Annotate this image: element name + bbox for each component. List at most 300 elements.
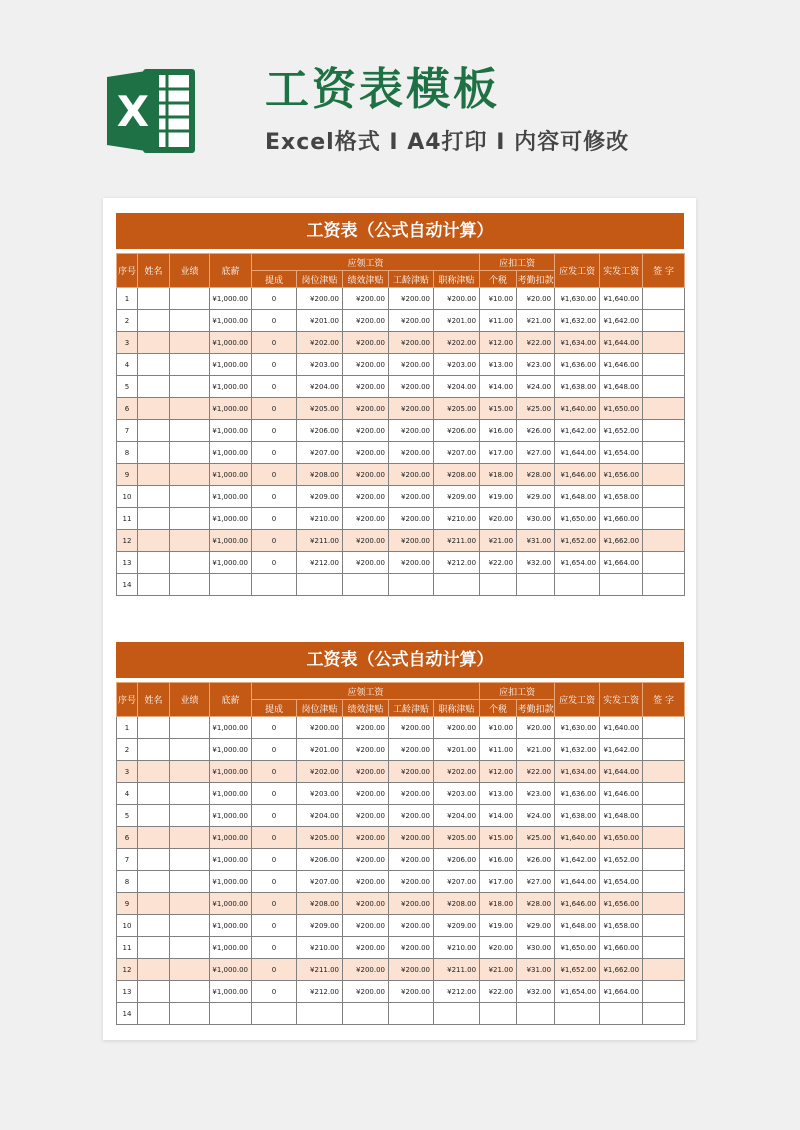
table-cell[interactable]: ¥22.00 xyxy=(517,332,555,354)
table-cell[interactable]: 0 xyxy=(252,915,297,937)
table-cell[interactable]: ¥200.00 xyxy=(343,508,389,530)
table-cell[interactable]: ¥1,000.00 xyxy=(210,354,252,376)
table-cell[interactable]: 0 xyxy=(252,288,297,310)
table-cell[interactable]: ¥1,000.00 xyxy=(210,464,252,486)
table-cell[interactable]: ¥210.00 xyxy=(297,508,343,530)
table-cell[interactable] xyxy=(170,464,210,486)
table-cell[interactable] xyxy=(297,1003,343,1025)
table-cell[interactable] xyxy=(170,761,210,783)
table-cell[interactable]: ¥1,000.00 xyxy=(210,486,252,508)
table-cell[interactable]: ¥206.00 xyxy=(434,849,480,871)
table-cell[interactable]: ¥19.00 xyxy=(480,486,517,508)
table-cell[interactable]: ¥30.00 xyxy=(517,937,555,959)
table-cell[interactable] xyxy=(389,1003,434,1025)
table-cell[interactable]: ¥17.00 xyxy=(480,442,517,464)
table-cell[interactable]: ¥200.00 xyxy=(389,827,434,849)
table-cell[interactable]: ¥202.00 xyxy=(297,761,343,783)
table-cell[interactable]: ¥200.00 xyxy=(343,332,389,354)
table-cell[interactable] xyxy=(343,1003,389,1025)
table-cell[interactable]: ¥28.00 xyxy=(517,893,555,915)
table-cell[interactable]: 0 xyxy=(252,464,297,486)
table-cell[interactable]: 2 xyxy=(117,310,138,332)
table-cell[interactable]: 0 xyxy=(252,849,297,871)
table-cell[interactable]: ¥24.00 xyxy=(517,805,555,827)
table-cell[interactable]: 13 xyxy=(117,981,138,1003)
table-cell[interactable]: 10 xyxy=(117,486,138,508)
table-cell[interactable]: ¥10.00 xyxy=(480,288,517,310)
table-cell[interactable] xyxy=(138,310,170,332)
table-cell[interactable]: ¥200.00 xyxy=(389,871,434,893)
table-cell[interactable] xyxy=(138,442,170,464)
table-cell[interactable]: ¥1,000.00 xyxy=(210,959,252,981)
table-cell[interactable] xyxy=(643,508,685,530)
table-cell[interactable]: ¥204.00 xyxy=(434,376,480,398)
table-cell[interactable]: ¥25.00 xyxy=(517,827,555,849)
table-cell[interactable]: ¥212.00 xyxy=(297,981,343,1003)
table-cell[interactable]: ¥18.00 xyxy=(480,464,517,486)
table-cell[interactable]: ¥201.00 xyxy=(297,739,343,761)
table-cell[interactable]: ¥200.00 xyxy=(343,739,389,761)
table-cell[interactable]: ¥1,644.00 xyxy=(555,871,600,893)
table-cell[interactable]: 4 xyxy=(117,354,138,376)
table-cell[interactable]: ¥207.00 xyxy=(297,871,343,893)
table-cell[interactable]: 0 xyxy=(252,508,297,530)
table-cell[interactable]: ¥1,654.00 xyxy=(600,871,643,893)
table-cell[interactable]: ¥29.00 xyxy=(517,915,555,937)
table-cell[interactable] xyxy=(643,871,685,893)
table-cell[interactable]: ¥200.00 xyxy=(343,464,389,486)
table-cell[interactable] xyxy=(517,1003,555,1025)
table-cell[interactable]: ¥200.00 xyxy=(389,893,434,915)
table-cell[interactable]: ¥200.00 xyxy=(389,464,434,486)
table-cell[interactable]: 0 xyxy=(252,310,297,332)
table-cell[interactable]: 8 xyxy=(117,871,138,893)
table-cell[interactable] xyxy=(643,442,685,464)
table-cell[interactable] xyxy=(170,508,210,530)
table-cell[interactable] xyxy=(170,783,210,805)
table-cell[interactable] xyxy=(643,288,685,310)
table-cell[interactable] xyxy=(643,398,685,420)
table-cell[interactable]: ¥1,648.00 xyxy=(555,486,600,508)
table-cell[interactable] xyxy=(170,530,210,552)
table-cell[interactable]: ¥29.00 xyxy=(517,486,555,508)
table-cell[interactable] xyxy=(170,420,210,442)
table-cell[interactable]: ¥206.00 xyxy=(297,420,343,442)
table-cell[interactable] xyxy=(600,574,643,596)
table-cell[interactable] xyxy=(643,354,685,376)
table-cell[interactable]: ¥14.00 xyxy=(480,376,517,398)
table-cell[interactable] xyxy=(138,827,170,849)
table-cell[interactable]: ¥1,632.00 xyxy=(555,739,600,761)
table-cell[interactable]: ¥16.00 xyxy=(480,849,517,871)
table-cell[interactable]: ¥1,654.00 xyxy=(555,552,600,574)
table-cell[interactable]: ¥208.00 xyxy=(297,893,343,915)
table-cell[interactable]: 14 xyxy=(117,1003,138,1025)
table-cell[interactable] xyxy=(170,552,210,574)
table-cell[interactable] xyxy=(138,464,170,486)
table-cell[interactable]: ¥200.00 xyxy=(343,981,389,1003)
table-cell[interactable]: ¥200.00 xyxy=(389,442,434,464)
table-cell[interactable]: ¥200.00 xyxy=(389,354,434,376)
table-cell[interactable]: ¥200.00 xyxy=(343,959,389,981)
table-cell[interactable]: ¥202.00 xyxy=(434,332,480,354)
table-cell[interactable]: ¥27.00 xyxy=(517,871,555,893)
table-cell[interactable] xyxy=(138,805,170,827)
table-cell[interactable]: ¥200.00 xyxy=(389,937,434,959)
table-cell[interactable]: ¥1,000.00 xyxy=(210,442,252,464)
table-cell[interactable]: 0 xyxy=(252,376,297,398)
table-cell[interactable]: ¥1,636.00 xyxy=(555,783,600,805)
table-cell[interactable] xyxy=(170,893,210,915)
table-cell[interactable] xyxy=(643,761,685,783)
table-cell[interactable]: ¥200.00 xyxy=(389,915,434,937)
table-cell[interactable]: ¥201.00 xyxy=(297,310,343,332)
table-cell[interactable]: ¥203.00 xyxy=(297,354,343,376)
table-cell[interactable]: 0 xyxy=(252,486,297,508)
table-cell[interactable] xyxy=(643,530,685,552)
table-cell[interactable]: ¥20.00 xyxy=(480,937,517,959)
table-cell[interactable]: ¥1,654.00 xyxy=(555,981,600,1003)
table-cell[interactable]: ¥200.00 xyxy=(343,827,389,849)
table-cell[interactable]: ¥23.00 xyxy=(517,783,555,805)
table-cell[interactable]: ¥200.00 xyxy=(389,508,434,530)
table-cell[interactable] xyxy=(643,893,685,915)
table-cell[interactable]: ¥21.00 xyxy=(517,310,555,332)
table-cell[interactable]: ¥210.00 xyxy=(297,937,343,959)
table-cell[interactable]: ¥200.00 xyxy=(389,783,434,805)
table-cell[interactable] xyxy=(170,739,210,761)
table-cell[interactable]: ¥10.00 xyxy=(480,717,517,739)
table-cell[interactable]: 9 xyxy=(117,464,138,486)
table-cell[interactable]: ¥200.00 xyxy=(389,739,434,761)
table-cell[interactable] xyxy=(643,310,685,332)
table-cell[interactable]: ¥1,000.00 xyxy=(210,981,252,1003)
table-cell[interactable] xyxy=(170,717,210,739)
table-cell[interactable]: ¥1,642.00 xyxy=(555,849,600,871)
table-cell[interactable] xyxy=(138,739,170,761)
table-cell[interactable] xyxy=(210,574,252,596)
table-cell[interactable]: ¥1,652.00 xyxy=(555,530,600,552)
table-cell[interactable]: ¥211.00 xyxy=(434,959,480,981)
table-cell[interactable]: ¥1,000.00 xyxy=(210,552,252,574)
table-cell[interactable]: ¥1,654.00 xyxy=(600,442,643,464)
table-cell[interactable]: ¥200.00 xyxy=(343,805,389,827)
table-cell[interactable]: ¥1,642.00 xyxy=(600,739,643,761)
table-cell[interactable]: ¥1,644.00 xyxy=(600,761,643,783)
table-cell[interactable]: 0 xyxy=(252,398,297,420)
table-cell[interactable]: ¥1,000.00 xyxy=(210,508,252,530)
table-cell[interactable] xyxy=(170,959,210,981)
table-cell[interactable] xyxy=(138,783,170,805)
table-cell[interactable]: ¥1,642.00 xyxy=(600,310,643,332)
table-cell[interactable]: ¥12.00 xyxy=(480,761,517,783)
table-cell[interactable] xyxy=(517,574,555,596)
table-cell[interactable] xyxy=(138,486,170,508)
table-cell[interactable]: ¥1,652.00 xyxy=(600,420,643,442)
table-cell[interactable]: ¥1,000.00 xyxy=(210,849,252,871)
table-cell[interactable]: 13 xyxy=(117,552,138,574)
table-cell[interactable]: ¥1,650.00 xyxy=(600,827,643,849)
table-cell[interactable]: ¥1,664.00 xyxy=(600,552,643,574)
table-cell[interactable]: ¥32.00 xyxy=(517,981,555,1003)
table-cell[interactable]: ¥1,636.00 xyxy=(555,354,600,376)
table-cell[interactable]: ¥204.00 xyxy=(297,805,343,827)
table-cell[interactable]: ¥1,648.00 xyxy=(600,805,643,827)
table-cell[interactable]: ¥1,000.00 xyxy=(210,827,252,849)
table-cell[interactable]: ¥209.00 xyxy=(297,915,343,937)
table-cell[interactable]: 3 xyxy=(117,761,138,783)
table-cell[interactable] xyxy=(643,805,685,827)
table-cell[interactable] xyxy=(138,849,170,871)
table-cell[interactable] xyxy=(170,1003,210,1025)
table-cell[interactable]: ¥1,652.00 xyxy=(600,849,643,871)
table-cell[interactable]: ¥21.00 xyxy=(517,739,555,761)
table-cell[interactable]: ¥15.00 xyxy=(480,827,517,849)
table-cell[interactable]: 1 xyxy=(117,717,138,739)
table-cell[interactable] xyxy=(643,464,685,486)
table-cell[interactable]: ¥20.00 xyxy=(517,717,555,739)
table-cell[interactable]: ¥200.00 xyxy=(389,981,434,1003)
table-cell[interactable] xyxy=(252,574,297,596)
table-cell[interactable]: 2 xyxy=(117,739,138,761)
table-cell[interactable] xyxy=(170,288,210,310)
table-cell[interactable]: ¥22.00 xyxy=(517,761,555,783)
table-cell[interactable]: ¥25.00 xyxy=(517,398,555,420)
table-cell[interactable]: ¥1,630.00 xyxy=(555,288,600,310)
table-cell[interactable]: ¥1,000.00 xyxy=(210,332,252,354)
table-cell[interactable]: ¥1,634.00 xyxy=(555,332,600,354)
table-cell[interactable]: ¥200.00 xyxy=(389,530,434,552)
table-cell[interactable]: ¥200.00 xyxy=(343,717,389,739)
table-cell[interactable]: ¥1,644.00 xyxy=(600,332,643,354)
table-cell[interactable]: ¥13.00 xyxy=(480,783,517,805)
table-cell[interactable]: ¥1,640.00 xyxy=(555,398,600,420)
table-cell[interactable]: ¥1,648.00 xyxy=(555,915,600,937)
table-cell[interactable]: 11 xyxy=(117,937,138,959)
table-cell[interactable]: ¥1,000.00 xyxy=(210,717,252,739)
table-cell[interactable] xyxy=(170,981,210,1003)
table-cell[interactable]: ¥200.00 xyxy=(343,937,389,959)
table-cell[interactable]: ¥24.00 xyxy=(517,376,555,398)
table-cell[interactable]: 0 xyxy=(252,893,297,915)
table-cell[interactable]: ¥200.00 xyxy=(389,310,434,332)
table-cell[interactable]: ¥200.00 xyxy=(343,310,389,332)
table-cell[interactable]: ¥200.00 xyxy=(389,376,434,398)
table-cell[interactable]: ¥209.00 xyxy=(434,915,480,937)
table-cell[interactable] xyxy=(138,376,170,398)
table-cell[interactable] xyxy=(138,288,170,310)
table-cell[interactable] xyxy=(643,739,685,761)
table-cell[interactable]: ¥200.00 xyxy=(343,376,389,398)
table-cell[interactable]: ¥210.00 xyxy=(434,508,480,530)
table-cell[interactable] xyxy=(170,354,210,376)
table-cell[interactable]: ¥203.00 xyxy=(297,783,343,805)
table-cell[interactable]: 5 xyxy=(117,376,138,398)
table-cell[interactable]: ¥200.00 xyxy=(434,717,480,739)
table-cell[interactable]: 0 xyxy=(252,827,297,849)
table-cell[interactable]: 0 xyxy=(252,442,297,464)
table-cell[interactable]: ¥21.00 xyxy=(480,959,517,981)
table-cell[interactable] xyxy=(170,332,210,354)
table-cell[interactable]: ¥200.00 xyxy=(343,288,389,310)
table-cell[interactable] xyxy=(138,574,170,596)
table-cell[interactable]: ¥17.00 xyxy=(480,871,517,893)
table-cell[interactable]: ¥1,630.00 xyxy=(555,717,600,739)
table-cell[interactable]: ¥1,000.00 xyxy=(210,530,252,552)
table-cell[interactable]: ¥1,638.00 xyxy=(555,376,600,398)
table-cell[interactable]: ¥1,000.00 xyxy=(210,739,252,761)
table-cell[interactable]: ¥1,000.00 xyxy=(210,761,252,783)
table-cell[interactable] xyxy=(434,1003,480,1025)
table-cell[interactable]: ¥19.00 xyxy=(480,915,517,937)
table-cell[interactable] xyxy=(480,574,517,596)
table-cell[interactable]: ¥200.00 xyxy=(389,288,434,310)
table-cell[interactable] xyxy=(170,442,210,464)
table-cell[interactable]: 6 xyxy=(117,827,138,849)
table-cell[interactable]: ¥200.00 xyxy=(343,893,389,915)
table-cell[interactable]: 11 xyxy=(117,508,138,530)
table-cell[interactable] xyxy=(643,827,685,849)
table-cell[interactable] xyxy=(643,486,685,508)
table-cell[interactable]: ¥1,658.00 xyxy=(600,486,643,508)
table-cell[interactable]: ¥203.00 xyxy=(434,354,480,376)
table-cell[interactable]: ¥21.00 xyxy=(480,530,517,552)
table-cell[interactable] xyxy=(643,981,685,1003)
table-cell[interactable]: ¥1,646.00 xyxy=(600,354,643,376)
table-cell[interactable] xyxy=(170,849,210,871)
table-cell[interactable]: ¥1,000.00 xyxy=(210,893,252,915)
table-cell[interactable]: ¥11.00 xyxy=(480,739,517,761)
table-cell[interactable]: ¥1,664.00 xyxy=(600,981,643,1003)
table-cell[interactable]: ¥200.00 xyxy=(389,420,434,442)
table-cell[interactable]: 7 xyxy=(117,420,138,442)
table-cell[interactable] xyxy=(643,552,685,574)
table-cell[interactable]: ¥203.00 xyxy=(434,783,480,805)
table-cell[interactable] xyxy=(170,827,210,849)
table-cell[interactable]: ¥27.00 xyxy=(517,442,555,464)
table-cell[interactable] xyxy=(138,761,170,783)
table-cell[interactable]: ¥1,000.00 xyxy=(210,420,252,442)
table-cell[interactable]: ¥1,000.00 xyxy=(210,376,252,398)
table-cell[interactable]: ¥212.00 xyxy=(297,552,343,574)
table-cell[interactable]: ¥202.00 xyxy=(297,332,343,354)
table-cell[interactable]: ¥202.00 xyxy=(434,761,480,783)
table-cell[interactable]: 0 xyxy=(252,783,297,805)
table-cell[interactable]: ¥200.00 xyxy=(389,398,434,420)
table-cell[interactable] xyxy=(170,937,210,959)
table-cell[interactable] xyxy=(434,574,480,596)
table-cell[interactable] xyxy=(138,1003,170,1025)
table-cell[interactable] xyxy=(170,805,210,827)
table-cell[interactable]: ¥200.00 xyxy=(389,805,434,827)
table-cell[interactable]: ¥212.00 xyxy=(434,552,480,574)
table-cell[interactable]: 0 xyxy=(252,959,297,981)
table-cell[interactable]: ¥1,660.00 xyxy=(600,937,643,959)
table-cell[interactable]: ¥200.00 xyxy=(343,530,389,552)
table-cell[interactable]: ¥1,656.00 xyxy=(600,464,643,486)
table-cell[interactable] xyxy=(480,1003,517,1025)
table-cell[interactable]: ¥1,634.00 xyxy=(555,761,600,783)
table-cell[interactable]: 0 xyxy=(252,717,297,739)
table-cell[interactable]: 7 xyxy=(117,849,138,871)
table-cell[interactable]: 0 xyxy=(252,420,297,442)
table-cell[interactable]: ¥211.00 xyxy=(297,959,343,981)
table-cell[interactable]: 1 xyxy=(117,288,138,310)
table-cell[interactable] xyxy=(555,1003,600,1025)
table-cell[interactable]: ¥200.00 xyxy=(343,915,389,937)
table-cell[interactable]: ¥1,644.00 xyxy=(555,442,600,464)
table-cell[interactable]: ¥26.00 xyxy=(517,849,555,871)
table-cell[interactable]: ¥207.00 xyxy=(434,871,480,893)
table-cell[interactable]: ¥211.00 xyxy=(297,530,343,552)
table-cell[interactable] xyxy=(138,398,170,420)
table-cell[interactable] xyxy=(138,508,170,530)
table-cell[interactable]: ¥1,662.00 xyxy=(600,959,643,981)
table-cell[interactable]: ¥205.00 xyxy=(297,827,343,849)
table-cell[interactable] xyxy=(170,310,210,332)
table-cell[interactable]: ¥1,642.00 xyxy=(555,420,600,442)
table-cell[interactable] xyxy=(643,849,685,871)
table-cell[interactable]: ¥1,000.00 xyxy=(210,937,252,959)
table-cell[interactable]: ¥28.00 xyxy=(517,464,555,486)
table-cell[interactable]: ¥1,640.00 xyxy=(600,288,643,310)
table-cell[interactable]: 5 xyxy=(117,805,138,827)
table-cell[interactable]: ¥207.00 xyxy=(434,442,480,464)
table-cell[interactable] xyxy=(138,959,170,981)
table-cell[interactable] xyxy=(170,398,210,420)
table-cell[interactable] xyxy=(643,1003,685,1025)
table-cell[interactable]: ¥1,646.00 xyxy=(555,893,600,915)
table-cell[interactable] xyxy=(170,486,210,508)
table-cell[interactable]: ¥208.00 xyxy=(434,893,480,915)
table-cell[interactable] xyxy=(643,937,685,959)
table-cell[interactable]: ¥204.00 xyxy=(434,805,480,827)
table-cell[interactable]: 3 xyxy=(117,332,138,354)
table-cell[interactable]: ¥200.00 xyxy=(297,717,343,739)
table-cell[interactable]: 0 xyxy=(252,530,297,552)
table-cell[interactable]: ¥1,000.00 xyxy=(210,783,252,805)
table-cell[interactable]: ¥1,000.00 xyxy=(210,310,252,332)
table-cell[interactable]: ¥31.00 xyxy=(517,530,555,552)
table-cell[interactable]: ¥20.00 xyxy=(480,508,517,530)
table-cell[interactable]: ¥205.00 xyxy=(434,398,480,420)
table-cell[interactable]: 9 xyxy=(117,893,138,915)
table-cell[interactable] xyxy=(138,893,170,915)
table-cell[interactable]: ¥20.00 xyxy=(517,288,555,310)
table-cell[interactable] xyxy=(210,1003,252,1025)
table-cell[interactable] xyxy=(600,1003,643,1025)
table-cell[interactable]: 0 xyxy=(252,332,297,354)
table-cell[interactable]: ¥1,652.00 xyxy=(555,959,600,981)
table-cell[interactable]: ¥200.00 xyxy=(389,552,434,574)
table-cell[interactable]: ¥16.00 xyxy=(480,420,517,442)
table-cell[interactable]: ¥22.00 xyxy=(480,981,517,1003)
table-cell[interactable] xyxy=(170,574,210,596)
table-cell[interactable]: 4 xyxy=(117,783,138,805)
table-cell[interactable]: ¥1,658.00 xyxy=(600,915,643,937)
table-cell[interactable]: ¥1,650.00 xyxy=(555,937,600,959)
table-cell[interactable]: ¥200.00 xyxy=(343,442,389,464)
table-cell[interactable] xyxy=(343,574,389,596)
table-cell[interactable]: ¥200.00 xyxy=(389,761,434,783)
table-cell[interactable]: ¥1,632.00 xyxy=(555,310,600,332)
table-cell[interactable]: ¥211.00 xyxy=(434,530,480,552)
table-cell[interactable]: ¥1,000.00 xyxy=(210,871,252,893)
table-cell[interactable] xyxy=(138,552,170,574)
table-cell[interactable]: ¥201.00 xyxy=(434,739,480,761)
table-cell[interactable]: 0 xyxy=(252,739,297,761)
table-cell[interactable] xyxy=(138,915,170,937)
